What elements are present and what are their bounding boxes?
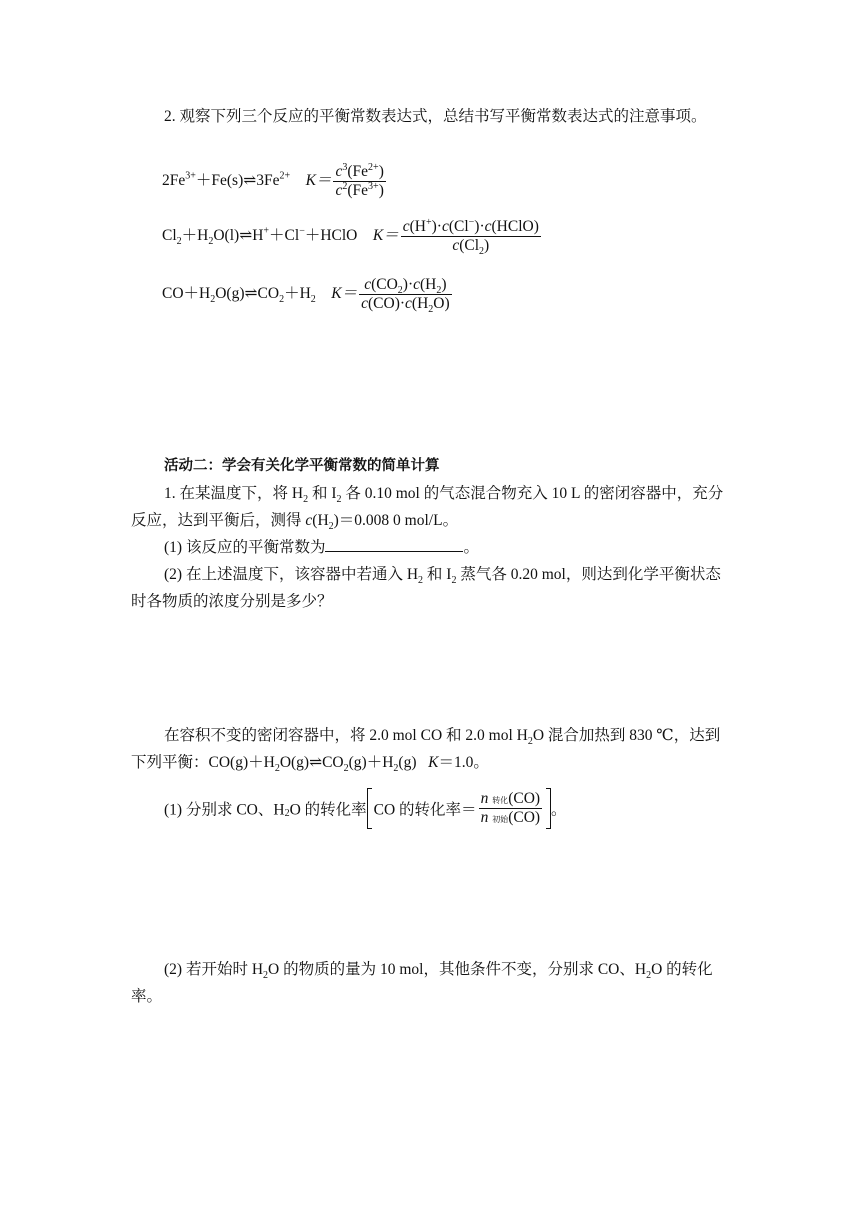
equilibrium-constant-fraction-1: $\frac{c^3(Fe^{2+})}{c^2(Fe^{3+})}$	[335, 161, 384, 199]
question-2	[131, 103, 731, 130]
problem-2-subquestion-1: (1) 分别求 CO、$H_2O$ 的转化率 CO 的转化率＝ $\frac{\text{n 转化(CO)}}{\text{n 初始(CO)}}$ 。	[164, 788, 567, 829]
equation-2: $Cl_2+H_2O(l)\rightleftharpoons H^++Cl^-+HClO$ K＝ $\frac{c(H^+)\cdot c(Cl^-)\cdot c(HClO)}{c(Cl_2)}$	[162, 216, 539, 257]
activity-2-problem-1: 1. 在某温度下，将 $H_2$ 和 $I_2$ 各 0.10 mol 的气态混合物充入 10 L 的密闭容器中，充分反应，达到平衡后，测得 $c(H_2)=0.008$ 0 mol/L。	[131, 485, 724, 533]
answer-blank[interactable]	[325, 536, 463, 552]
question-2-text: 观察下列三个反应的平衡常数表达式，总结书写平衡常数表达式的注意事项。	[179, 108, 707, 125]
question-2-number: 2.	[164, 108, 176, 125]
equilibrium-constant-fraction-3: $\frac{c(CO_2)\cdot c(H_2)}{c(CO)\cdot c(H_2O)}$	[361, 276, 450, 315]
equilibrium-constant-fraction-2: $\frac{c(H^+)\cdot c(Cl^-)\cdot c(HClO)}{c(Cl_2)}$	[402, 216, 539, 257]
activity-2-subquestion-2: (2) 在上述温度下，该容器中若通入 $H_2$ 和 $I_2$ 蒸气各 0.20 mol，则达到化学平衡状态时各物质的浓度分别是多少？	[131, 566, 721, 610]
activity-2-heading: 活动二：学会有关化学平衡常数的简单计算	[164, 458, 440, 474]
equation-1: $2Fe^{3+}+Fe(s)\rightleftharpoons 3Fe^{2+}$ K＝ $\frac{c^3(Fe^{2+})}{c^2(Fe^{3+})}$	[162, 161, 384, 199]
equation-3: $CO+H_2O(g)\rightleftharpoons CO_2+H_2$ K＝ $\frac{c(CO_2)\cdot c(H_2)}{c(CO)\cdot c(H_2O)}$	[162, 276, 450, 315]
activity-2-subquestion-1: (1) 该反应的平衡常数为 。	[131, 534, 731, 561]
problem-2: 在容积不变的密闭容器中，将 2.0 mol CO 和 2.0 mol $H_2O$ 混合加热到 830 ℃，达到下列平衡：$CO(g)+H_2O(g)\rightleftharpoons CO_2(g)+H_2(g)$ K＝1.0。	[131, 727, 721, 775]
conversion-rate-formula: CO 的转化率＝ $\frac{\text{n 转化(CO)}}{\text{n 初始(CO)}}$	[367, 788, 551, 829]
problem-2-subquestion-2: (2) 若开始时 $H_2O$ 的物质的量为 10 mol，其他条件不变，分别求 CO、$H_2O$ 的转化率。	[131, 961, 713, 1005]
